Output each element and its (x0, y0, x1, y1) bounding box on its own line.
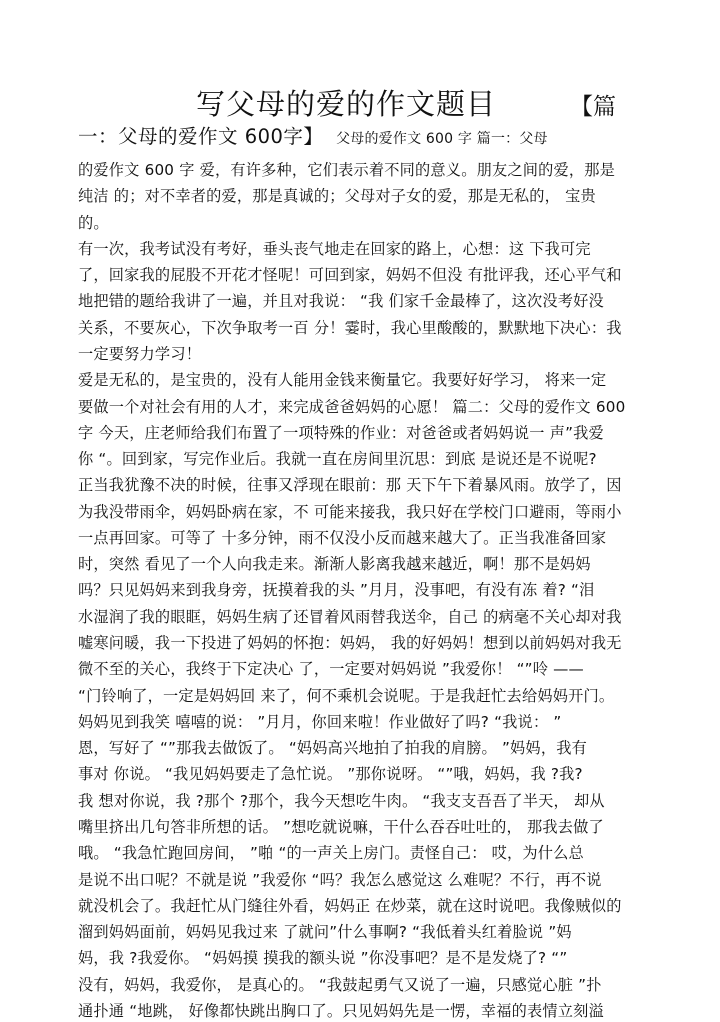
text-line: 哦。 “我急忙跑回房间， ”啪 “的一声关上房门。责怪自己： 哎，为什么总 (78, 844, 584, 863)
text-line: 纯洁 的；对不幸者的爱，那是真诚的；父母对子女的爱，那是无私的， 宝贵 (78, 187, 596, 206)
text-line: 的。 (78, 213, 109, 232)
text-line: 没有，妈妈，我爱你， 是真心的。 “我鼓起勇气又说了一遍，只感觉心脏 ”扑 (78, 975, 602, 994)
text-line: 就没机会了。我赶忙从门缝往外看，妈妈正 在炒菜，就在这时说吧。我像贼似的 (78, 896, 622, 915)
text-line: 我 想对你说，我 ?那个 ?那个，我今天想吃牛肉。 “我支支吾吾了半天， 却从 (78, 791, 605, 810)
document-title: 写父母的爱的作文题目 (196, 87, 497, 121)
text-line: 地把错的题给我讲了一遍，并且对我说： “我 们家千金最棒了，这次没考好没 (78, 292, 604, 311)
text-line: 为我没带雨伞，妈妈卧病在家，不 可能来接我，我只好在学校门口避雨，等雨小 (78, 502, 622, 521)
text-line: 水湿润了我的眼眶，妈妈生病了还冒着风雨替我送伞，自己 的病毫不关心却对我 (78, 607, 622, 626)
text-line: 一定要努力学习！ (78, 344, 202, 363)
text-line: 有一次，我考试没有考好，垂头丧气地走在回家的路上，心想：这 下我可完 (78, 239, 591, 258)
text-line: 溜到妈妈面前，妈妈见我过来 了就问”什么事啊? “我低着头红着脸说 ”妈 (78, 923, 572, 942)
text-line: 你 “。回到家，写完作业后。我就一直在房间里沉思：到底 是说还是不说呢? (78, 450, 597, 469)
text-line: 嘴里挤出几句答非所想的话。 ”想吃就说嘛，干什么吞吞吐吐的， 那我去做了 (78, 818, 604, 836)
heading-line (78, 126, 648, 150)
text-line: 妈妈见到我笑 嘻嘻的说： ”月月，你回来啦！作业做好了吗? “我说： ” (78, 712, 562, 731)
text-line: 通扑通 “地跳， 好像都快跳出胸口了。只见妈妈先是一愣，幸福的表情立刻溢 (78, 1001, 604, 1020)
section-heading: 一：父母的爱作文 600字】 (78, 125, 324, 148)
text-line: 字 今天，庄老师给我们布置了一项特殊的作业：对爸爸或者妈妈说一 声”我爱 (78, 423, 604, 442)
text-line: 时，突然 看见了一个人向我走来。渐渐人影离我越来越近，啊！那不是妈妈 (78, 555, 591, 574)
text-line: 的爱作文 600 字 爱，有许多种，它们表示着不同的意义。朋友之间的爱，那是 (78, 161, 616, 179)
text-line: 正当我犹豫不决的时候，往事又浮现在眼前：那 天下午下着暴风雨。放学了，因 (78, 476, 622, 495)
text-line: 爱是无私的，是宝贵的，没有人能用金钱来衡量它。我要好好学习， 将来一定 (78, 371, 607, 390)
text-line: 一点再回家。可等了 十多分钟，雨不仅没小反而越来越大了。正当我准备回家 (78, 528, 607, 547)
text-line: 妈，我 ?我爱你。 “妈妈摸 摸我的额头说 ”你没事吧？是不是发烧了? “” (78, 949, 568, 968)
text-line: 微不至的关心，我终于下定决心 了，一定要对妈妈说 ”我爱你！ “”呤 —— (78, 660, 584, 679)
text-line: 恩，写好了 “”那我去做饭了。 “妈妈高兴地拍了拍我的肩膀。 ”妈妈，我有 (78, 739, 587, 758)
text-line: 吗？只见妈妈来到我身旁，抚摸着我的头 ”月月，没事吧，有没有冻 着? “泪 (78, 581, 595, 600)
section-heading-rest: 父母的爱作文 600 字 篇一：父母 (331, 131, 548, 147)
text-line: 是说不出口呢？不就是说 ”我爱你 “吗？我怎么感觉这 么难呢？不行，再不说 (78, 870, 602, 889)
text-line: 关系，不要灰心，下次争取考一百 分！霎时，我心里酸酸的，默默地下决心：我 (78, 318, 622, 337)
text-line: 要做一个对社会有用的人才，来完成爸爸妈妈的心愿！ 篇二：父母的爱作文 600 (78, 397, 626, 416)
title-bracket: 【篇 (570, 94, 616, 120)
text-line: 嘘寒问暖，我一下投进了妈妈的怀抱：妈妈， 我的好妈妈！想到以前妈妈对我无 (78, 634, 622, 653)
text-line: “门铃响了，一定是妈妈回 来了，何不乘机会说呢。于是我赶忙去给妈妈开门。 (78, 686, 615, 705)
text-line: 了，回家我的屁股不开花才怪呢！可回到家，妈妈不但没 有批评我，还心平气和 (78, 266, 622, 285)
text-line: 事对 你说。 “我见妈妈要走了急忙说。 ”那你说呀。 “”哦，妈妈，我 ?我? (78, 765, 583, 784)
